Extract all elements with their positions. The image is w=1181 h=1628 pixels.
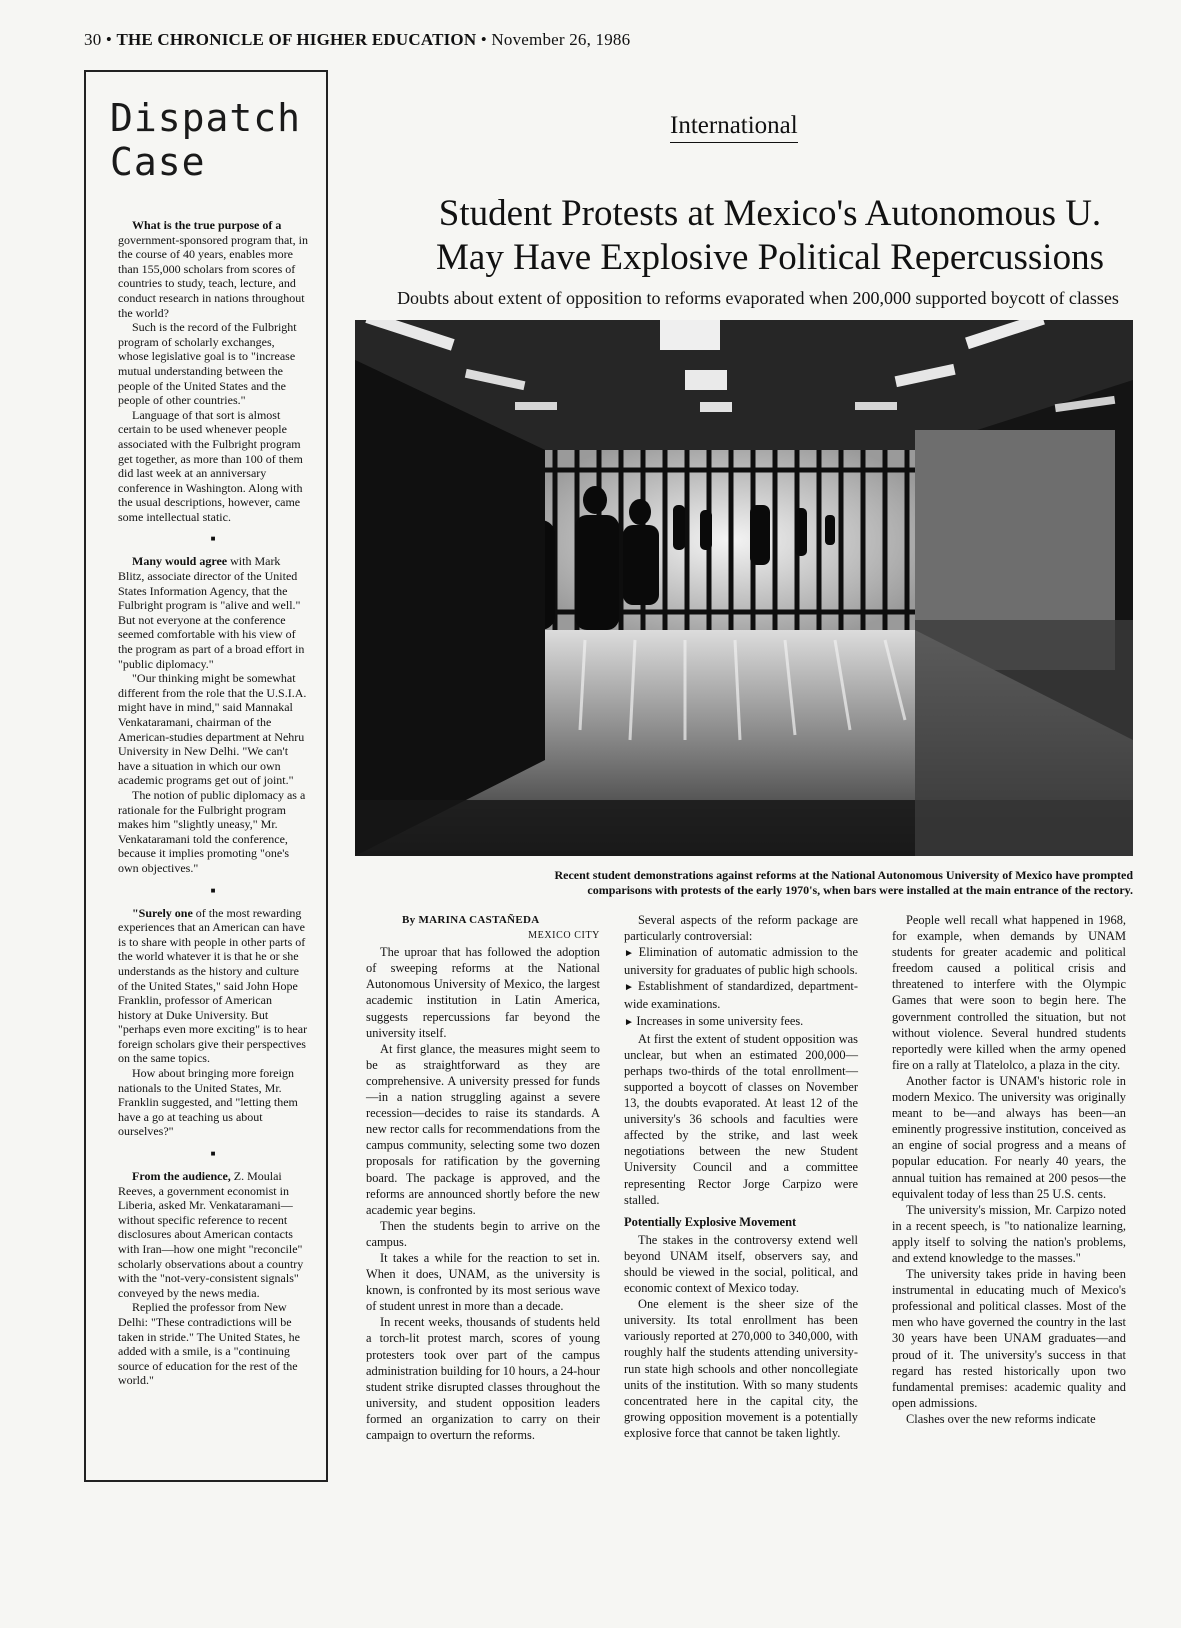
byline: By MARINA CASTAÑEDA — [402, 914, 540, 926]
sidebar-paragraph: The notion of public diplomacy as a rationale for the Fulbright program makes him "slightly uneasy," Mr. Venkataramani told the conference, because it implies promoting "one's own objectives." — [118, 787, 306, 875]
article-paragraph: One element is the sheer size of the university. Its total enrollment has been variously reported at 270,000 to 340,000, with roughly half the students attending university-run state high schools and other noncollegiate units of the institution. With so many students concentrated here in the capital city, the growing opposition movement is a potentially explosive force that cannot be taken lightly. — [624, 1297, 858, 1440]
section-heading: International — [670, 112, 798, 143]
sidebar-paragraph: How about bringing more foreign nationals to the United States, Mr. Franklin suggested, and "letting them have a go at teaching us about ourselves?" — [118, 1066, 298, 1139]
article-column-3 — [892, 912, 1126, 1427]
dispatch-case-sidebar — [84, 70, 328, 1482]
section-bullet: ■ — [210, 1149, 216, 1159]
section-bullet: ■ — [210, 534, 216, 544]
article-paragraph: It takes a while for the reaction to set in. When it does, UNAM, as the university is known, is confronted by its most serious wave of student unrest in more than a decade. — [366, 1250, 600, 1314]
article-paragraph: At first glance, the measures might seem to be as straightforward as they are comprehensive. A university pressed for funds—in a nation struggling against a severe recession—decides to raise its standards. A new rector calls for recommendations from the campus community, selecting some two dozen proposals for ratification by the governing board. The package is approved, and the reforms are announced shortly before the new academic year begins. — [366, 1041, 600, 1217]
sidebar-body — [104, 218, 308, 1388]
separator: • — [105, 30, 113, 49]
article-column-1 — [366, 912, 600, 1443]
article-paragraph: Another factor is UNAM's historic role in modern Mexico. The university was originally meant to be—and always has been—an eminently progressive institution, conceived as an engine of social progress and a means of popular education. For nearly 40 years, the annual tuition has remained at 200 pesos—the equivalent today of less than 25 U.S. cents. — [892, 1073, 1126, 1201]
headline — [380, 192, 1160, 280]
sidebar-paragraph: Language of that sort is almost certain to be used whenever people associated with the Fulbright program get together, as more than 100 of them did last week at an anniversary conference in Washington. Along with the usual descriptions, however, came some intellectual static. — [118, 407, 303, 524]
photo-illustration — [355, 320, 1133, 856]
news-photo — [355, 320, 1133, 856]
article-paragraph: People well recall what happened in 1968, for example, when demands by UNAM students for greater academic and political freedom caused a political crisis and threatened to interfere with the Olympic Games that were soon to begin here. The government controlled the situation, but not without violence. Several hundred students reportedly were killed when the army opened fire on a rally at Tlatelolco, a plaza in the city. — [892, 913, 1126, 1072]
sidebar-title-line: Case — [110, 140, 206, 184]
photo-caption — [400, 868, 1133, 898]
deck: Doubts about extent of opposition to reforms evaporated when 200,000 supported boycott of classes — [397, 288, 1119, 308]
issue-date: November 26, 1986 — [491, 30, 631, 49]
sidebar-paragraph: From the audience, Z. Moulai Reeves, a government economist in Liberia, asked Mr. Venkataramani—without specific reference to recent disclosures about American contacts with Iran—how one might "reconcile" scholarly observations about a country with the "not-very-consistent signals" conveyed by the news media. — [118, 1169, 304, 1300]
sidebar-paragraph: "Surely one of the most rewarding experiences that an American can have is to share with people in other parts of the world whatever it is that he or she understands as the history and culture of the United States," said John Hope Franklin, professor of American history at Duke University. But "perhaps even more exciting" is to hear foreign scholars give their perspectives on the same topics. — [118, 905, 308, 1066]
article-paragraph: At first the extent of student opposition was unclear, but when an estimated 200,000—perhaps two-thirds of the total enrollment—supported a boycott of classes on November 13, the doubts evaporated. At least 12 of the university's 36 schools and faculties were affected by the strike, and last week negotiations between the new Student University Council and a committee representing Rector Jorge Carpizo were stalled. — [624, 1031, 858, 1207]
article-paragraph: The stakes in the controversy extend well beyond UNAM itself, observers say, and should be viewed in the social, political, and economic context of Mexico today. — [624, 1232, 858, 1296]
headline-line: May Have Explosive Political Repercussions — [436, 237, 1104, 278]
running-head — [84, 30, 630, 50]
list-item: ► Increases in some university fees. — [624, 1013, 858, 1031]
publication-name: THE CHRONICLE OF HIGHER EDUCATION — [116, 30, 477, 49]
article-column-2 — [624, 912, 858, 1441]
article-paragraph: The university's mission, Mr. Carpizo noted in a recent speech, is "to nationalize learning, apply itself to solving the nation's problems, and extend knowledge to the masses." — [892, 1202, 1126, 1265]
sidebar-title-line: Dispatch — [110, 96, 302, 140]
list-item: ► Establishment of standardized, department-wide examinations. — [624, 978, 858, 1012]
sidebar-paragraph: Many would agree with Mark Blitz, associate director of the United States Information Agency, that the Fulbright program is "alive and well." But not everyone at the conference seemed comfortable with his view of the program as part of a broad effort in "public diplomacy." — [118, 554, 305, 671]
sidebar-paragraph: "Our thinking might be somewhat different from the role that the U.S.I.A. might have in mind," said Mannakal Venkataramani, chairman of the American-studies department at Nehru University in New Delhi. "We can't have a situation in which our own academic programs get out of joint." — [118, 671, 307, 788]
dateline: MEXICO CITY — [528, 930, 600, 942]
article-paragraph: Clashes over the new reforms indicate — [906, 1411, 1096, 1426]
headline-line: Student Protests at Mexico's Autonomous U. — [438, 193, 1102, 234]
sidebar-title — [110, 96, 308, 184]
article-paragraph: The university takes pride in having been instrumental in educating much of Mexico's professional and political classes. Most of the men who have governed the country in the last 30 years have been UNAM graduates—and proud of it. The university's success in that regard has rested historically upon two fundamental premises: academic quality and open admissions. — [892, 1267, 1126, 1410]
article-paragraph: The uproar that has followed the adoption of sweeping reforms at the National Autonomous University of Mexico, the largest academic institution in Latin America, suggests repercussions far beyond the university itself. — [366, 945, 600, 1040]
page-number: 30 — [84, 30, 102, 49]
list-item: ► Elimination of automatic admission to the university for graduates of public high schools. — [624, 944, 858, 978]
subheading: Potentially Explosive Movement — [624, 1214, 797, 1229]
section-bullet: ■ — [210, 885, 216, 895]
article-paragraph: Several aspects of the reform package are particularly controversial: — [624, 913, 858, 944]
caption-line: Recent student demonstrations against reforms at the National Autonomous University of Mexico have prompted — [554, 868, 1133, 882]
separator: • — [480, 30, 487, 49]
sidebar-paragraph: Such is the record of the Fulbright program of scholarly exchanges, whose legislative goal is to "increase mutual understanding between the people of the United States and the people of other countries." — [118, 320, 297, 408]
article-paragraph: In recent weeks, thousands of students held a torch-lit protest march, scores of young protesters took over part of the campus administration building for 10 hours, a 24-hour student strike disrupted classes throughout the university, and student opposition leaders formed an organization to carry on their campaign to overturn the reforms. — [366, 1315, 600, 1442]
sidebar-paragraph: What is the true purpose of a government-sponsored program that, in the course of 40 years, enables more than 155,000 scholars from scores of countries to study, teach, lecture, and conduct research in nations throughout the world? — [118, 218, 308, 320]
caption-line: comparisons with protests of the early 1970's, when bars were installed at the main entrance of the rectory. — [587, 883, 1133, 897]
article-paragraph: Then the students begin to arrive on the campus. — [366, 1218, 600, 1249]
sidebar-paragraph: Replied the professor from New Delhi: "These contradictions will be taken in stride." The United States, he added with a smile, is a "continuing source of education for the rest of the world." — [118, 1300, 300, 1388]
